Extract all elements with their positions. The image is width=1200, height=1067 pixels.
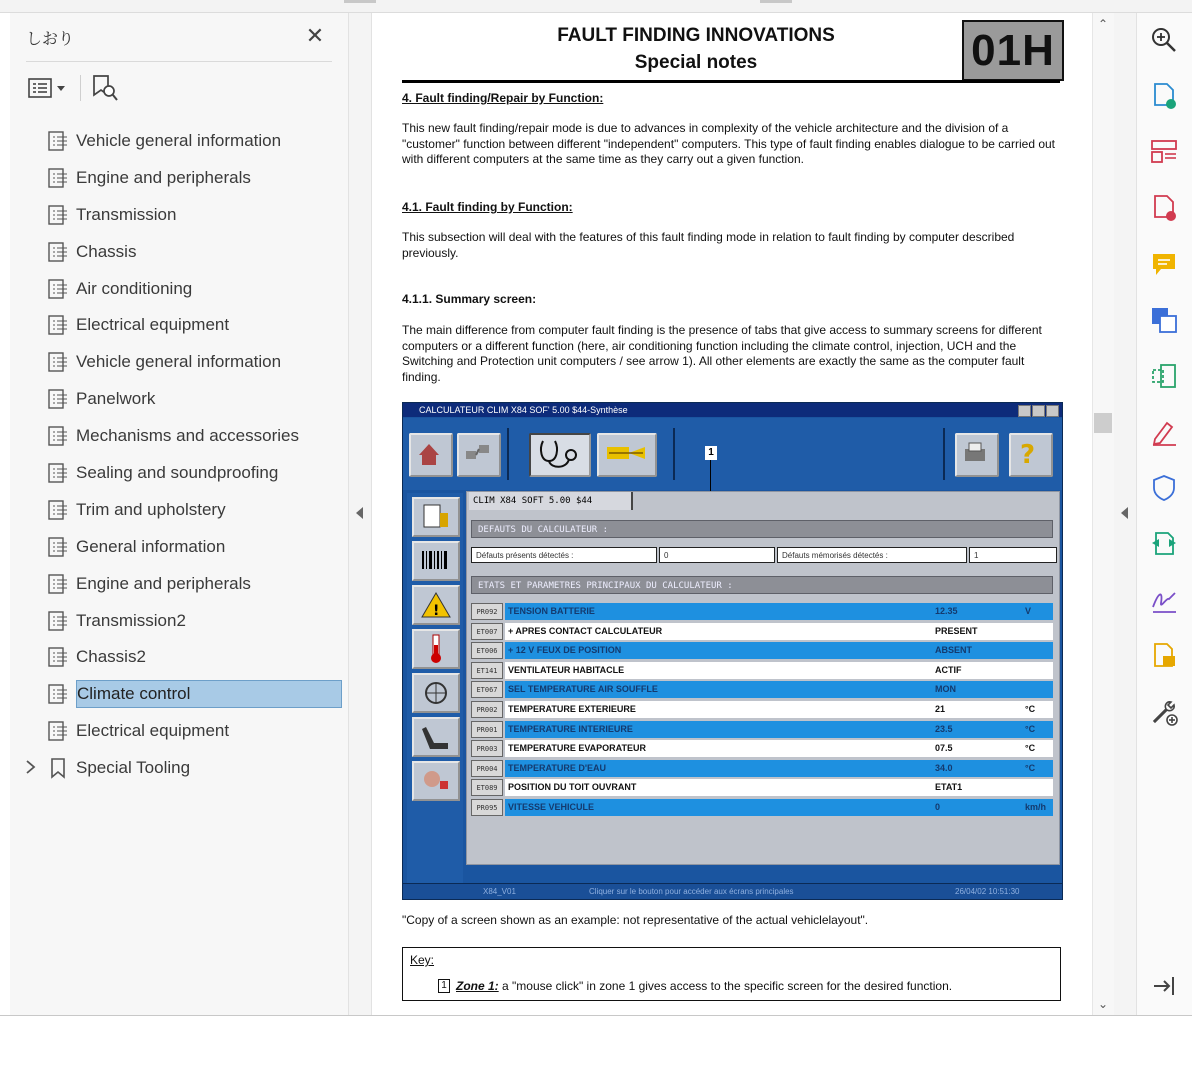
compress-button[interactable] — [1149, 361, 1179, 391]
bookmark-item[interactable] — [10, 418, 348, 455]
scroll-up-icon[interactable]: ⌃ — [1098, 17, 1109, 31]
collapse-right-icon — [1121, 507, 1128, 519]
computer-tab: CLIM X84 SOFT 5.00 $44 — [469, 492, 633, 510]
stethoscope-icon — [529, 433, 591, 477]
export-pdf-button[interactable] — [1149, 81, 1179, 111]
create-pdf-button[interactable] — [1149, 193, 1179, 223]
screenshot-title-bar: CALCULATEUR CLIM X84 SOF' 5.00 $44-Synthèse — [403, 403, 1062, 417]
parameter-value: PRESENT — [935, 625, 978, 636]
fill-sign-icon — [1149, 417, 1179, 447]
bookmark-item[interactable] — [10, 307, 348, 344]
parameter-unit: °C — [1025, 743, 1036, 754]
export-pdf-icon — [1149, 81, 1179, 111]
scroll-thumb[interactable] — [1094, 413, 1112, 433]
table-row — [471, 720, 1055, 740]
bookmark-label: Trim and upholstery — [76, 499, 226, 519]
bookmark-page-icon — [47, 425, 69, 447]
parameter-cell — [505, 799, 1053, 816]
protect-button[interactable] — [1149, 473, 1179, 503]
parameter-cell — [505, 603, 1053, 620]
chevron-right-icon[interactable] — [23, 759, 37, 775]
table-row — [471, 661, 1055, 681]
faults-band: DEFAUTS DU CALCULATEUR : — [471, 520, 1053, 538]
bookmark-item[interactable] — [10, 713, 348, 750]
parameter-label: TEMPERATURE D'EAU — [508, 762, 606, 773]
document-page — [372, 13, 1092, 1015]
parameter-label: + APRES CONTACT CALCULATEUR — [508, 625, 663, 636]
warning-icon — [412, 585, 460, 625]
bookmark-item[interactable] — [10, 344, 348, 381]
bookmark-label: Air conditioning — [76, 278, 193, 298]
bookmark-item[interactable] — [10, 234, 348, 271]
bookmark-page-icon — [47, 499, 69, 521]
bookmark-item[interactable] — [10, 492, 348, 529]
print-icon — [955, 433, 999, 477]
bookmark-label: Chassis — [76, 241, 137, 261]
create-pdf-icon — [1149, 193, 1179, 223]
parameter-value: 07.5 — [935, 743, 953, 754]
summary-panel — [466, 491, 1060, 865]
exit-panel-icon — [1149, 971, 1179, 1001]
more-tools-button[interactable] — [1149, 697, 1179, 727]
send-review-icon — [1149, 529, 1179, 559]
bookmark-label: Transmission — [76, 204, 177, 224]
parameter-label: SEL TEMPERATURE AIR SOUFFLE — [508, 684, 658, 695]
zone-1-marker: 1 — [705, 446, 717, 460]
parameter-label: VITESSE VEHICULE — [508, 801, 595, 812]
diagnostic-screenshot — [402, 402, 1063, 900]
table-row — [471, 759, 1055, 779]
bookmark-item[interactable] — [10, 381, 348, 418]
section-4-text: This new fault finding/repair mode is due to advances in complexity of the vehicle architecture and the division of a "customer" function between different "independent" computers. This type of fault finding enables dialogue to be carried out with different computers at the same time as they carry out a given function. — [402, 121, 1056, 166]
bookmark-page-icon — [47, 573, 69, 595]
home-icon — [409, 433, 453, 477]
bookmark-label: Special Tooling — [76, 758, 191, 778]
parameter-cell — [505, 721, 1053, 738]
shield-icon — [1149, 473, 1179, 503]
parameter-value: 34.0 — [935, 762, 953, 773]
bookmark-page-icon — [47, 241, 69, 263]
top-strip-tab — [760, 0, 792, 3]
bookmark-label: Electrical equipment — [76, 315, 230, 335]
right-panel-collapse-handle[interactable] — [1114, 13, 1137, 1015]
bookmark-label: Engine and peripherals — [76, 573, 251, 593]
comment-button[interactable] — [1149, 249, 1179, 279]
header-rule — [402, 80, 1060, 83]
screenshot-caption: "Copy of a screen shown as an example: not representative of the actual vehiclelayout". — [402, 913, 869, 927]
page-header-subtitle: Special notes — [634, 52, 758, 73]
list-options-icon — [27, 75, 71, 101]
parameter-value: ABSENT — [935, 645, 973, 656]
bookmark-label: Climate control — [76, 680, 342, 708]
bookmark-page-icon — [47, 314, 69, 336]
parameter-cell — [505, 642, 1053, 659]
parameter-label: TEMPERATURE INTERIEURE — [508, 723, 633, 734]
request-signature-button[interactable] — [1149, 585, 1179, 615]
toolbar-divider — [943, 428, 945, 480]
present-faults-label: Défauts présents détectés : — [471, 547, 657, 563]
zone-number-box: 1 — [438, 979, 450, 993]
bookmark-search-icon — [90, 73, 120, 103]
parameter-value: ACTIF — [935, 664, 962, 675]
table-row — [471, 798, 1055, 818]
bookmark-page-icon — [47, 167, 69, 189]
parameter-label: TEMPERATURE EXTERIEURE — [508, 703, 636, 714]
bookmark-tree — [10, 123, 348, 787]
toolbar-divider — [507, 428, 509, 480]
bookmark-item[interactable] — [10, 123, 348, 160]
bookmark-label: Vehicle general information — [76, 131, 282, 150]
section-4-heading: 4. Fault finding/Repair by Function: — [402, 91, 604, 105]
screenshot-side-toolbar — [407, 493, 463, 897]
operator-icon — [412, 761, 460, 801]
zone-label: Zone 1: — [456, 979, 499, 993]
section-4-1-1-text: The main difference from computer fault finding is the presence of tabs that give access to summary screens for different computers or a different function (here, air conditioning function including the climate control, injection, UCH and the Switching and Protection unit computers / see arrow 1). All other elements are exactly the same as the computer fault finding. — [402, 323, 1042, 384]
parameter-unit: km/h — [1025, 801, 1047, 812]
table-row — [471, 700, 1055, 720]
zone-description — [438, 979, 952, 993]
parameter-code: ET007 — [471, 623, 503, 640]
bookmark-page-icon — [47, 278, 69, 300]
status-version: X84_V01 — [483, 887, 516, 896]
bookmarks-panel-title: しおり — [26, 31, 75, 48]
status-datetime: 26/04/02 10:51:30 — [955, 887, 1020, 896]
bookmark-item[interactable] — [10, 271, 348, 308]
parameter-cell — [505, 623, 1053, 640]
parameter-unit: °C — [1025, 703, 1036, 714]
svg-text:!: ! — [433, 603, 440, 619]
organize-pages-icon — [1149, 137, 1179, 167]
bookmark-label: Mechanisms and accessories — [76, 426, 299, 446]
parameter-label: + 12 V FEUX DE POSITION — [508, 645, 622, 656]
bookmark-label: Sealing and soundproofing — [76, 463, 279, 483]
parameter-label: VENTILATEUR HABITACLE — [508, 664, 625, 675]
parameter-unit: °C — [1025, 762, 1036, 773]
parameter-cell — [505, 701, 1053, 718]
options-menu-button[interactable] — [27, 75, 71, 101]
bookmark-page-icon — [47, 388, 69, 410]
bookmark-page-icon — [47, 462, 69, 484]
section-4-1-text: This subsection will deal with the features of this fault finding mode in relation to fault finding by computer described previously. — [402, 230, 1015, 260]
bookmark-item[interactable] — [10, 603, 348, 640]
thermometer-icon — [412, 629, 460, 669]
page-header-title: FAULT FINDING INNOVATIONS — [557, 25, 835, 46]
screenshot-status-bar — [403, 883, 1062, 900]
parameter-label: TENSION BATTERIE — [508, 606, 595, 616]
table-row — [471, 641, 1055, 661]
bookmark-item[interactable] — [10, 529, 348, 566]
right-tools-pane — [1137, 13, 1192, 1015]
status-hint: Cliquer sur le bouton pour accéder aux écrans principales — [589, 887, 794, 896]
bookmarks-panel — [10, 13, 349, 1015]
left-panel-collapse-handle[interactable] — [349, 13, 372, 1015]
scroll-down-icon[interactable]: ⌄ — [1098, 997, 1109, 1011]
memorised-faults-label: Défauts mémorisés détectés : — [777, 547, 967, 563]
parameter-code: ET067 — [471, 681, 503, 698]
parameter-code: PR004 — [471, 760, 503, 777]
parameter-cell — [505, 662, 1053, 679]
toolbar-separator — [80, 75, 81, 101]
convert-icon — [1149, 305, 1179, 335]
find-bookmark-button[interactable] — [90, 73, 120, 103]
bookmark-page-icon — [47, 536, 69, 558]
top-strip — [0, 0, 1192, 13]
table-row — [471, 622, 1055, 642]
parameter-code: ET089 — [471, 779, 503, 796]
parameter-code: PR092 — [471, 603, 503, 620]
parameter-cell — [505, 779, 1053, 796]
parameter-code: ET141 — [471, 662, 503, 679]
panel-divider — [26, 61, 332, 62]
bookmark-item[interactable] — [10, 197, 348, 234]
table-row — [471, 602, 1055, 622]
zoom-tool-button[interactable] — [1149, 25, 1179, 55]
bookmark-item[interactable] — [10, 160, 348, 197]
bookmark-item[interactable] — [10, 455, 348, 492]
parameter-code: PR003 — [471, 740, 503, 757]
prepare-form-button[interactable] — [1149, 641, 1179, 671]
organize-pages-button[interactable] — [1149, 137, 1179, 167]
parameter-label: TEMPERATURE EVAPORATEUR — [508, 743, 647, 754]
parameters-band: ETATS ET PARAMETRES PRINCIPAUX DU CALCULATEUR : — [471, 576, 1053, 594]
document-icon — [412, 497, 460, 537]
parameter-value: 21 — [935, 703, 946, 714]
table-row — [471, 739, 1055, 759]
prepare-form-icon — [1149, 641, 1179, 671]
zoom-icon — [1149, 25, 1179, 55]
fan-icon — [412, 673, 460, 713]
table-row — [471, 778, 1055, 798]
bookmark-item[interactable] — [10, 676, 348, 713]
section-4-1-heading: 4.1. Fault finding by Function: — [402, 200, 573, 214]
bookmark-page-icon — [47, 204, 69, 226]
signature-icon — [1149, 585, 1179, 615]
parameter-value: 12.35 — [935, 606, 958, 616]
bookmark-page-icon — [47, 683, 69, 705]
parameter-label: POSITION DU TOIT OUVRANT — [508, 782, 637, 793]
parameter-cell — [505, 760, 1053, 777]
collapse-tools-button[interactable] — [1149, 971, 1179, 1001]
top-strip-tab — [344, 0, 376, 3]
bookmark-icon — [47, 757, 69, 779]
bookmark-label: Chassis2 — [76, 647, 146, 667]
bookmark-page-icon — [47, 130, 69, 152]
parameter-unit: °C — [1025, 723, 1036, 734]
fill-sign-button[interactable] — [1149, 417, 1179, 447]
bookmark-label: Engine and peripherals — [76, 167, 251, 187]
close-icon — [1046, 405, 1059, 417]
fault-counters — [471, 546, 1057, 564]
bookmark-label: Electrical equipment — [76, 721, 230, 741]
section-code-badge: 01H — [962, 20, 1064, 81]
parameter-code: PR095 — [471, 799, 503, 816]
send-for-review-button[interactable] — [1149, 529, 1179, 559]
parameter-code: ET006 — [471, 642, 503, 659]
bookmark-page-icon — [47, 720, 69, 742]
parameter-code: PR001 — [471, 721, 503, 738]
bookmark-label: Vehicle general information — [76, 352, 282, 372]
parameters-table — [471, 602, 1055, 818]
key-label: Key: — [410, 953, 435, 967]
bookmark-item[interactable] — [10, 750, 348, 787]
tools-icon — [1149, 697, 1179, 727]
parameter-cell — [505, 681, 1053, 698]
comment-icon — [1149, 249, 1179, 279]
parameters-icon — [597, 433, 657, 477]
toolbar-divider — [673, 428, 675, 480]
parameter-value: 23.5 — [935, 723, 953, 734]
bookmark-label: General information — [76, 536, 226, 556]
convert-button[interactable] — [1149, 305, 1179, 335]
parameter-cell — [505, 740, 1053, 757]
parameter-unit: V — [1025, 606, 1032, 616]
help-icon — [1009, 433, 1053, 477]
key-box — [402, 947, 1061, 1001]
collapse-left-icon — [356, 507, 363, 519]
seat-icon — [412, 717, 460, 757]
bookmark-page-icon — [47, 646, 69, 668]
network-icon — [457, 433, 501, 477]
svg-text:?: ? — [1020, 440, 1036, 470]
bookmark-page-icon — [47, 610, 69, 632]
bookmark-page-icon — [47, 351, 69, 373]
vertical-scrollbar[interactable] — [1092, 13, 1115, 1015]
present-faults-value: 0 — [659, 547, 775, 563]
bookmark-label: Panelwork — [76, 389, 156, 409]
maximize-icon — [1032, 405, 1045, 417]
parameter-code: PR002 — [471, 701, 503, 718]
bookmark-label: Transmission2 — [76, 610, 186, 630]
minimize-icon — [1018, 405, 1031, 417]
parameter-value: ETAT1 — [935, 782, 963, 793]
compress-icon — [1149, 361, 1179, 391]
bookmark-item[interactable] — [10, 639, 348, 676]
barcode-icon — [412, 541, 460, 581]
parameter-value: MON — [935, 684, 956, 695]
screenshot-toolbar — [403, 418, 1062, 490]
bookmark-item[interactable] — [10, 566, 348, 603]
close-panel-button[interactable]: ✕ — [305, 23, 325, 48]
section-4-1-1-heading: 4.1.1. Summary screen: — [402, 292, 537, 306]
table-row — [471, 680, 1055, 700]
zone-text: a "mouse click" in zone 1 gives access to the specific screen for the desired function. — [498, 979, 953, 993]
memorised-faults-value: 1 — [969, 547, 1057, 563]
parameter-value: 0 — [935, 801, 941, 812]
